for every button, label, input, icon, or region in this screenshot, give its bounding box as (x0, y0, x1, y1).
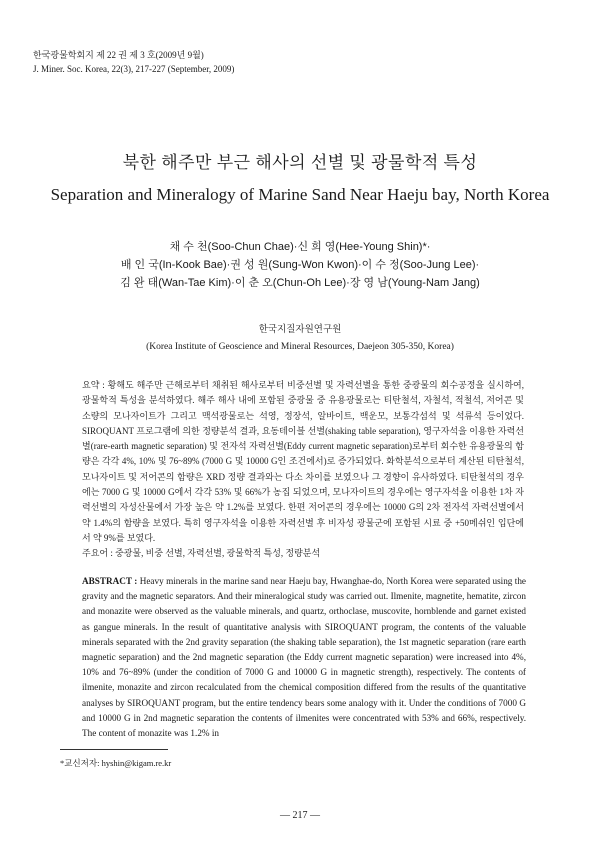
author-line-2: 배 인 국(In-Kook Bae)·권 성 원(Sung-Won Kwon)·이 수 정(Soo-Jung Lee)· (120, 259, 480, 271)
author-line-1: 채 수 천(Soo-Chun Chae)·신 희 영(Hee-Young Shin)*· (169, 241, 431, 253)
journal-header-en: J. Miner. Soc. Korea, 22(3), 217-227 (September, 2009) (33, 64, 235, 74)
keywords-korean: 주요어 : 중광물, 비중 선별, 자력선별, 광물학적 특성, 정량분석 (82, 548, 321, 558)
abstract-english (82, 574, 526, 741)
author-line-3: 김 완 태(Wan-Tae Kim)·이 춘 오(Chun-Oh Lee)·장 영 남(Young-Nam Jang) (120, 277, 480, 289)
corresponding-author-footnote: *교신저자: hyshin@kigam.re.kr (60, 758, 172, 768)
abstract-korean: 요약 : 황해도 해주만 근해로부터 채취된 해사로부터 비중선별 및 자력선별을 통한 중광물의 회수공정을 실시하여, 광물학적 특성을 분석하였다. 해주 해사 내에 포함된 중광물 중 유용광물로는 티탄철석, 자철석, 적철석, 저어콘 및 소량의 모나자이트가 그리고 맥석광물로는 석영, 정장석, 알바이트, 백운모, 보통각섬석 및 석류석 등이었다. SIROQUANT 프로그램에 의한 정량분석 결과, 요동테이블 선별(shaking table separation), 영구자석을 이용한 자력선별(rare-earth magnetic separation) 및 전자석 자력선별(Eddy current magnetic separation)로부터 회수한 유용광물의 함량은 각각 4%, 10% 및 76~89% (7000 G 및 10000 G인 조건에서)로 증가되었다. 화학분석으로부터 계산된 티탄철석, 모나자이트 및 저어콘의 함량은 XRD 정량 결과와는 다소 차이를 보였으나 그 경향이 유사하였다. 티탄철석의 경우에는 7000 G 및 10000 G에서 각각 53% 및 66%가 농집 되었으며, 모나자이트의 경우에는 영구자석을 이용한 1차 자력선별의 자성산물에서 가장 높은 약 1.2%를 보였다. 한편 저어콘의 경우에는 10000 G의 2차 전자석 자력선별에서 약 1.4%의 함량을 보였다. 특히 영구자석을 이용한 자력선별 후 비자성 광물군에 포함된 시료 중 +50메쉬인 입단에서 약 9%를 보였다. (82, 380, 524, 543)
journal-header (33, 48, 234, 76)
abstract-english-text: Heavy minerals in the marine sand near Haeju bay, Hwanghae-do, North Korea were separated using the gravity and the magnetic separators. And their mineralogical study was carried out. Ilmenite, magnetite, hematite, zircon and monazite were observed as the valuable minerals, and quartz, orthoclase, muscovite, hornblende and garnet existed as gangue minerals. In the result of quantitative analysis with SIROQUANT program, the contents of the valuable minerals separated with the 2nd gravity separation (the shaking table separation), the 1st magnetic separation (rare earth magnetic separation) and the 2nd magnetic separation (the Eddy current magnetic separation) were increased into 4%, 10% and 76~89% (under the condition of 7000 G and 10000 G in magnetic strength), respectively. The contents of ilmenite, monazite and zircon recalculated from the chemical composition differed from the results of the quantitative analyses by SIROQUANT program, but the entire tendency bears some analogy with it. Under the conditions of 7000 G and 10000 G in 2nd magnetic separation the contents of ilmenites were concentrated with 53% and 66%, respectively. The content of monazite was 1.2% in (82, 576, 526, 739)
abstract-label: ABSTRACT : (82, 576, 138, 586)
title-english: Separation and Mineralogy of Marine Sand Near Haeju bay, North Korea (50, 185, 550, 204)
affiliation-ko: 한국지질자원연구원 (258, 325, 342, 335)
author-list (40, 238, 560, 292)
journal-header-ko: 한국광물학회지 제 22 권 제 3 호(2009년 9월) (33, 50, 204, 60)
title-korean: 북한 해주만 부근 해사의 선별 및 광물학적 특성 (122, 153, 478, 172)
affiliation-en: (Korea Institute of Geoscience and Mineral Resources, Daejeon 305-350, Korea) (146, 342, 454, 352)
page-number: — 217 — (280, 810, 320, 821)
footnote-divider (60, 749, 168, 750)
affiliation (40, 322, 560, 356)
